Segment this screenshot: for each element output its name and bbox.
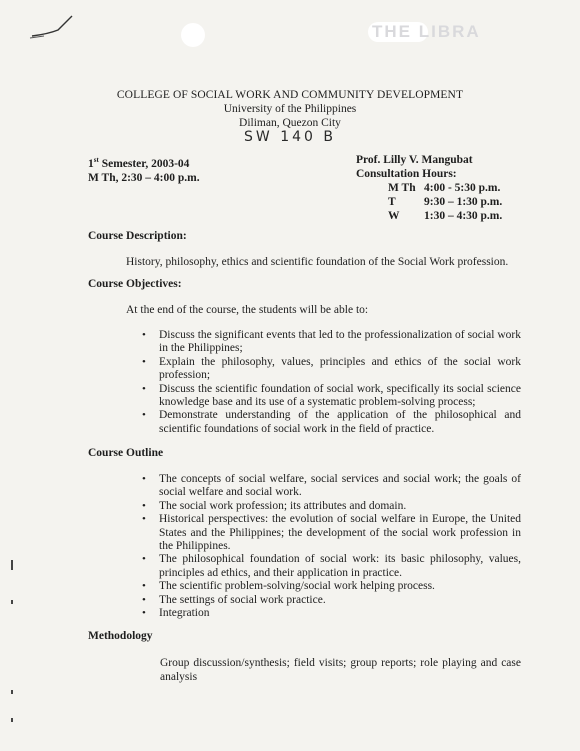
professor-name: Prof. Lilly V. Mangubat xyxy=(356,154,473,166)
objectives-intro: At the end of the course, the students will be able to: xyxy=(126,304,369,316)
list-item: • Historical perspectives: the evolution of social welfare in Europe, the United States and the Philippines; the development of the social work profession in the Philippines. xyxy=(142,513,521,553)
scan-mark xyxy=(11,718,13,722)
document-header xyxy=(0,88,580,144)
course-code: SW 140 B xyxy=(244,129,336,145)
objectives-list xyxy=(142,329,521,436)
semester-text: Semester, 2003-04 xyxy=(98,157,190,170)
hours-day: T xyxy=(388,196,396,208)
hours-day: W xyxy=(388,210,400,222)
hours-row xyxy=(388,209,502,223)
library-stamp: THE LIBRA xyxy=(372,22,481,41)
punch-hole xyxy=(181,23,205,47)
list-item: • The philosophical foundation of social work: its basic philosophy, values, principles ad ethics, and their application in practice. xyxy=(142,553,521,580)
hours-row xyxy=(388,195,502,209)
college-name: COLLEGE OF SOCIAL WORK AND COMMUNITY DEVELOPMENT xyxy=(116,89,464,101)
location: Diliman, Quezon City xyxy=(239,117,341,129)
list-item: • Integration xyxy=(142,607,521,620)
scan-mark xyxy=(11,690,13,694)
list-item: • Discuss the significant events that led to the professionalization of social work in the Philippines; xyxy=(142,329,521,356)
outline-title: Course Outline xyxy=(88,447,164,459)
semester-suffix: st xyxy=(93,156,99,164)
methodology-title: Methodology xyxy=(88,630,153,642)
scan-mark xyxy=(11,600,13,604)
semester-info xyxy=(88,153,200,185)
scan-mark xyxy=(11,560,13,570)
list-item: • The settings of social work practice. xyxy=(142,594,521,607)
consultation-hours xyxy=(388,181,502,223)
list-item: • Explain the philosophy, values, principles and ethics of the social work profession; xyxy=(142,356,521,383)
list-item: • The social work profession; its attributes and domain. xyxy=(142,500,521,513)
description-title: Course Description: xyxy=(88,230,187,242)
professor-info xyxy=(356,153,473,181)
hours-time: 9:30 – 1:30 p.m. xyxy=(424,196,503,208)
objectives-title: Course Objectives: xyxy=(88,278,182,290)
pen-mark-icon xyxy=(28,10,76,44)
outline-list xyxy=(142,473,521,620)
semester-number: 1 xyxy=(88,157,94,170)
hours-time: 4:00 - 5:30 p.m. xyxy=(424,182,501,194)
methodology-text: Group discussion/synthesis; field visits; group reports; role playing and case analysis xyxy=(160,657,521,683)
hours-day: M Th xyxy=(388,182,416,194)
list-item: • Discuss the scientific foundation of social work, specifically its social science knowledge base and its use of a systematic problem-solving process; xyxy=(142,383,521,410)
list-item: • The scientific problem-solving/social work helping process. xyxy=(142,580,521,593)
university-name: University of the Philippines xyxy=(223,103,357,115)
consultation-label: Consultation Hours: xyxy=(356,168,457,180)
list-item: • Demonstrate understanding of the application of the philosophical and scientific foundations of social work in the field of practice. xyxy=(142,409,521,436)
class-schedule: M Th, 2:30 – 4:00 p.m. xyxy=(88,171,200,184)
description-text: History, philosophy, ethics and scientific foundation of the Social Work profession. xyxy=(126,256,509,268)
hours-time: 1:30 – 4:30 p.m. xyxy=(424,210,503,222)
hours-row xyxy=(388,181,502,195)
list-item: • The concepts of social welfare, social services and social work; the goals of social welfare and social work. xyxy=(142,473,521,500)
